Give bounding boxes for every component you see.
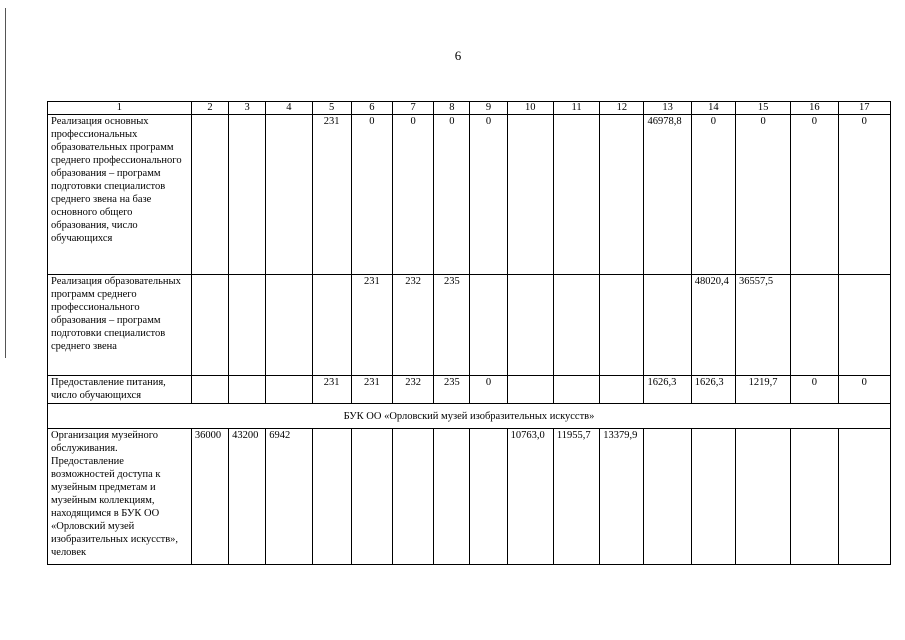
table-cell — [351, 429, 392, 565]
table-cell: 1626,3 — [644, 376, 691, 404]
header-cell: 17 — [838, 102, 890, 115]
data-table — [47, 101, 891, 565]
table-cell — [553, 376, 599, 404]
table-cell — [791, 429, 838, 565]
table-cell: 231 — [312, 376, 351, 404]
table-cell — [507, 275, 553, 376]
section-title: БУК ОО «Орловский музей изобразительных искусств» — [48, 404, 891, 429]
table-cell: 232 — [393, 376, 434, 404]
table-cell — [600, 115, 644, 275]
table-cell — [191, 376, 228, 404]
header-cell: 13 — [644, 102, 691, 115]
page-number: 6 — [454, 48, 462, 63]
table-cell — [553, 275, 599, 376]
table-cell: 235 — [434, 275, 470, 376]
table-cell: 0 — [434, 115, 470, 275]
header-cell: 7 — [393, 102, 434, 115]
table-cell — [507, 115, 553, 275]
table-cell: 235 — [434, 376, 470, 404]
table-row — [48, 376, 891, 404]
table-cell — [600, 275, 644, 376]
header-cell: 1 — [48, 102, 192, 115]
table-cell: 11955,7 — [553, 429, 599, 565]
table-cell — [470, 275, 507, 376]
table-cell: 0 — [470, 115, 507, 275]
table-cell: 231 — [351, 275, 392, 376]
table-cell: 0 — [691, 115, 735, 275]
table-cell — [434, 429, 470, 565]
table-cell: 0 — [791, 376, 838, 404]
header-cell: 16 — [791, 102, 838, 115]
table-cell: 36557,5 — [735, 275, 790, 376]
table-cell: 0 — [393, 115, 434, 275]
header-cell: 6 — [351, 102, 392, 115]
header-cell: 5 — [312, 102, 351, 115]
table-cell: 0 — [838, 376, 890, 404]
table-cell: 0 — [838, 115, 890, 275]
row-description: Реализация основных профессиональных образовательных программ среднего профессионального образования – программ подготовки специалистов среднего звена на базе основного общего образования, число обучающихся — [48, 115, 192, 275]
table-cell: 0 — [351, 115, 392, 275]
table-cell — [644, 275, 691, 376]
header-cell: 2 — [191, 102, 228, 115]
table-cell: 13379,9 — [600, 429, 644, 565]
header-row — [48, 102, 891, 115]
table-cell — [266, 275, 312, 376]
table-cell: 0 — [470, 376, 507, 404]
header-cell: 14 — [691, 102, 735, 115]
row-description: Реализация образовательных программ среднего профессионального образования – программ подготовки специалистов среднего звена — [48, 275, 192, 376]
table-cell — [838, 275, 890, 376]
header-cell: 9 — [470, 102, 507, 115]
table-cell: 231 — [312, 115, 351, 275]
table-cell — [312, 429, 351, 565]
table-cell — [191, 275, 228, 376]
table-cell — [553, 115, 599, 275]
table-cell — [735, 429, 790, 565]
table-cell — [312, 275, 351, 376]
table-cell — [470, 429, 507, 565]
table-cell — [791, 275, 838, 376]
table-cell — [229, 376, 266, 404]
table-cell: 1626,3 — [691, 376, 735, 404]
table-cell: 46978,8 — [644, 115, 691, 275]
table-row — [48, 275, 891, 376]
table-cell: 48020,4 — [691, 275, 735, 376]
table-cell — [229, 115, 266, 275]
table-cell: 43200 — [229, 429, 266, 565]
table-cell: 231 — [351, 376, 392, 404]
table-cell: 232 — [393, 275, 434, 376]
table-cell — [191, 115, 228, 275]
table-cell: 36000 — [191, 429, 228, 565]
header-cell: 3 — [229, 102, 266, 115]
header-cell: 10 — [507, 102, 553, 115]
table-cell — [229, 275, 266, 376]
table-cell — [393, 429, 434, 565]
table-cell: 0 — [735, 115, 790, 275]
table-cell: 10763,0 — [507, 429, 553, 565]
header-cell: 8 — [434, 102, 470, 115]
table-cell — [644, 429, 691, 565]
row-description: Предоставление питания, число обучающихся — [48, 376, 192, 404]
table-cell — [600, 376, 644, 404]
table-cell: 6942 — [266, 429, 312, 565]
table-cell: 1219,7 — [735, 376, 790, 404]
row-description: Организация музейного обслуживания. Предоставление возможностей доступа к музейным предметам и музейным коллекциям, находящимся в БУК ОО «Орловский музей изобразительных искусств», человек — [48, 429, 192, 565]
section-row — [48, 404, 891, 429]
table-cell — [266, 115, 312, 275]
header-cell: 12 — [600, 102, 644, 115]
table-row — [48, 115, 891, 275]
table-cell — [507, 376, 553, 404]
table-cell — [266, 376, 312, 404]
table-cell: 0 — [791, 115, 838, 275]
header-cell: 11 — [553, 102, 599, 115]
table-row — [48, 429, 891, 565]
table-cell — [838, 429, 890, 565]
header-cell: 4 — [266, 102, 312, 115]
table-cell — [691, 429, 735, 565]
header-cell: 15 — [735, 102, 790, 115]
